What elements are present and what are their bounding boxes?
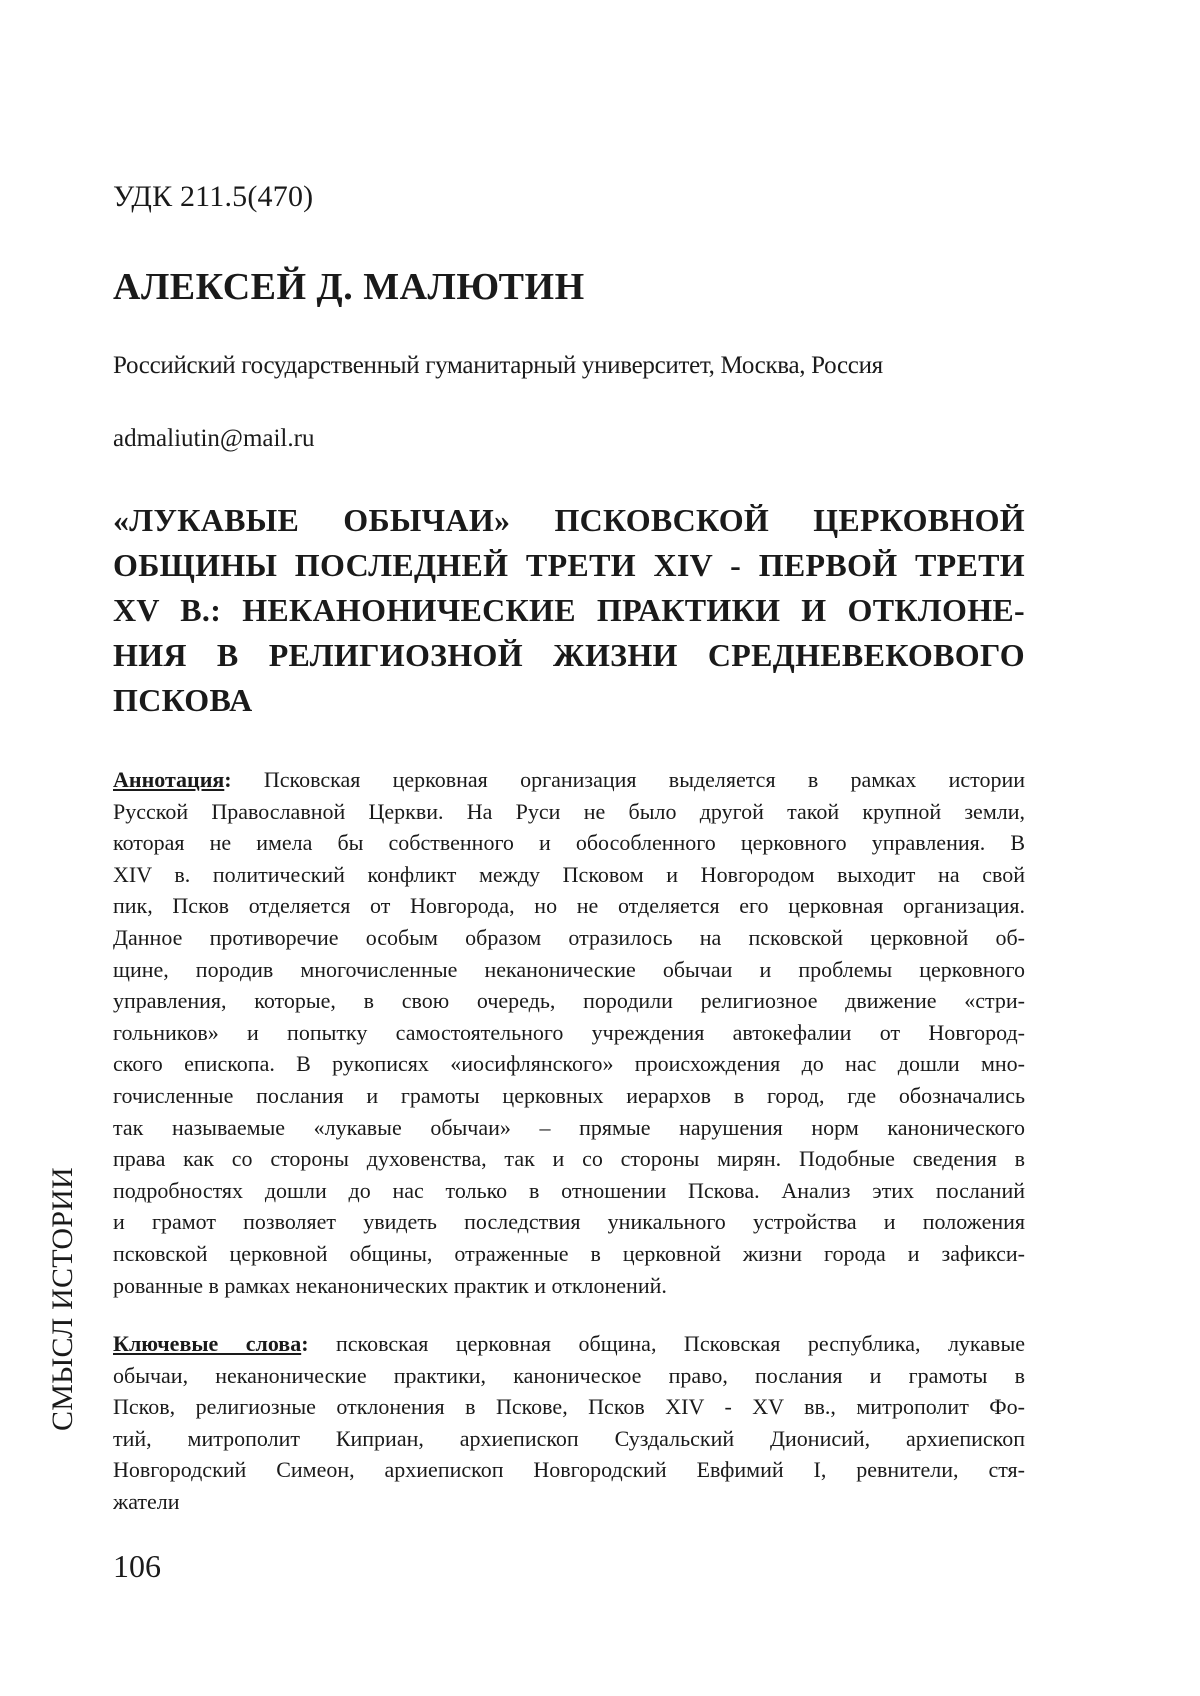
title-line: ОБЩИНЫ ПОСЛЕДНЕЙ ТРЕТИ XIV - ПЕРВОЙ ТРЕТИ [113,543,1025,588]
page-number: 106 [113,1548,161,1585]
article-title [113,498,1025,723]
keywords-line [113,1328,1025,1360]
keywords-line: обычаи, неканонические практики, каноническое право, послания и грамоты в [113,1360,1025,1392]
running-title: СМЫСЛ ИСТОРИИ [46,1167,80,1431]
keywords-line: Псков, религиозные отклонения в Пскове, Псков XIV - XV вв., митрополит Фо- [113,1391,1025,1423]
journal-page [0,0,1200,1696]
abstract-line [113,764,1025,796]
abstract-line: гочисленные послания и грамоты церковных иерархов в город, где обозначались [113,1080,1025,1112]
title-line: ПСКОВА [113,678,1025,723]
abstract-line: которая не имела бы собственного и обособленного церковного управления. В [113,827,1025,859]
abstract-label: Аннотация [113,767,224,792]
abstract-line: подробностях дошли до нас только в отношении Пскова. Анализ этих посланий [113,1175,1025,1207]
abstract [113,764,1025,1301]
title-line: «ЛУКАВЫЕ ОБЫЧАИ» ПСКОВСКОЙ ЦЕРКОВНОЙ [113,498,1025,543]
udc-code: УДК 211.5(470) [113,180,313,214]
abstract-line: псковской церковной общины, отраженные в церковной жизни города и зафикси- [113,1238,1025,1270]
author-email: admaliutin@mail.ru [113,425,314,453]
keywords [113,1328,1025,1518]
title-line: НИЯ В РЕЛИГИОЗНОЙ ЖИЗНИ СРЕДНЕВЕКОВОГО [113,633,1025,678]
keywords-line: жатели [113,1486,1025,1518]
abstract-line: рованные в рамках неканонических практик и отклонений. [113,1270,1025,1302]
abstract-line: XIV в. политический конфликт между Псковом и Новгородом выходит на свой [113,859,1025,891]
author-affiliation: Российский государственный гуманитарный университет, Москва, Россия [113,352,883,380]
abstract-text: Псковская церковная организация выделяется в рамках истории [232,767,1025,792]
abstract-line: щине, породив многочисленные неканонические обычаи и проблемы церковного [113,954,1025,986]
abstract-line: пик, Псков отделяется от Новгорода, но не отделяется его церковная организация. [113,890,1025,922]
keywords-line: тий, митрополит Киприан, архиепископ Суздальский Дионисий, архиепископ [113,1423,1025,1455]
abstract-line: ского епископа. В рукописях «иосифлянского» происхождения до нас дошли мно- [113,1048,1025,1080]
keywords-label-colon: : [301,1331,308,1356]
abstract-line: Русской Православной Церкви. На Руси не было другой такой крупной земли, [113,796,1025,828]
title-line: XV В.: НЕКАНОНИЧЕСКИЕ ПРАКТИКИ И ОТКЛОНЕ- [113,588,1025,633]
abstract-line: права как со стороны духовенства, так и со стороны мирян. Подобные сведения в [113,1143,1025,1175]
abstract-line: управления, которые, в свою очередь, породили религиозное движение «стри- [113,985,1025,1017]
abstract-line: Данное противоречие особым образом отразилось на псковской церковной об- [113,922,1025,954]
keywords-label: Ключевые слова [113,1331,301,1356]
abstract-line: гольников» и попытку самостоятельного учреждения автокефалии от Новгород- [113,1017,1025,1049]
abstract-label-colon: : [224,767,231,792]
keywords-text: псковская церковная община, Псковская республика, лукавые [309,1331,1025,1356]
abstract-line: так называемые «лукавые обычаи» – прямые нарушения норм канонического [113,1112,1025,1144]
abstract-line: и грамот позволяет увидеть последствия уникального устройства и положения [113,1206,1025,1238]
author-name: АЛЕКСЕЙ Д. МАЛЮТИН [113,265,585,309]
keywords-line: Новгородский Симеон, архиепископ Новгородский Евфимий I, ревнители, стя- [113,1454,1025,1486]
